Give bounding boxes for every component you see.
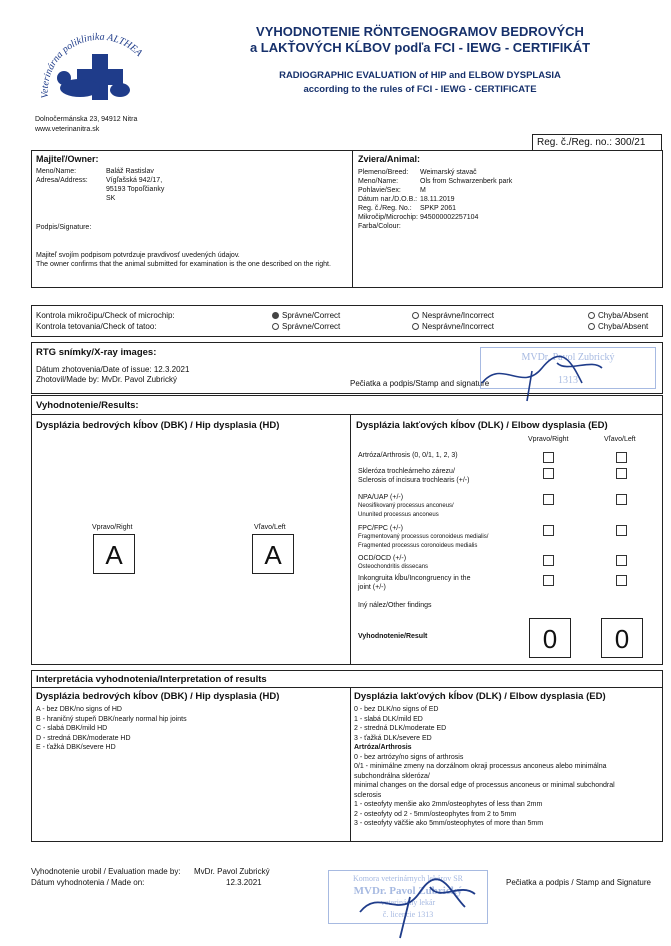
animal-heading: Zviera/Animal: — [358, 154, 421, 164]
interp-hd-title: Dysplázia bedrových kĺbov (DBK) / Hip dysplasia (HD) — [36, 691, 280, 702]
ed-grade-item: 1 - slabá DLK/mild ED — [354, 715, 423, 723]
ed-left-grade: 0 — [601, 618, 643, 658]
ed-row-sub: joint (+/-) — [358, 584, 386, 591]
arthrosis-item: 0 - bez artrózy/no signs of arthrosis — [354, 753, 464, 761]
interp-heading: Interpretácia vyhodnotenia/Interpretation of results — [36, 674, 267, 685]
checks-section — [31, 305, 663, 337]
ed-left-col: Vľavo/Left — [604, 436, 636, 443]
sex-value: M — [420, 187, 426, 194]
tattoo-absent-radio[interactable] — [588, 322, 648, 331]
hd-grade-item: C - slabá DBK/mild HD — [36, 725, 108, 732]
microchip-correct-radio[interactable] — [272, 311, 340, 320]
stamp-line-1: Komora veterinárnych lekárov SR — [353, 874, 463, 883]
xray-made-label: Zhotovil/Made by: — [36, 375, 100, 384]
xray-made-by: MvDr. Pavol Zubrický — [101, 375, 177, 384]
ed-title: Dysplázia lakťových kĺbov (DLK) / Elbow dysplasia (ED) — [356, 420, 608, 431]
radio-label: Správne/Correct — [282, 322, 341, 331]
ed-right-grade: 0 — [529, 618, 571, 658]
hd-right-grade: A — [93, 534, 135, 574]
dob-value: 18.11.2019 — [420, 196, 455, 203]
footer-eval — [31, 866, 270, 888]
ed-left-checkbox[interactable] — [616, 452, 627, 463]
eval-date-label: Dátum vyhodnotenia / Made on: — [31, 878, 145, 887]
hd-grade-list — [36, 705, 187, 753]
ed-row-sub: Osteochondritis dissecans — [358, 564, 429, 570]
result-label: Vyhodnotenie/Result — [358, 633, 428, 640]
stamp-line-4: č. licencie 1313 — [382, 910, 434, 919]
reg-value: 300/21 — [614, 137, 646, 148]
owner-address-1: Vígľašská 942/17, — [106, 177, 163, 184]
colour-label: Farba/Colour: — [358, 223, 401, 230]
hd-left-grade: A — [252, 534, 294, 574]
ed-row-main: OCD/OCD (+/-) — [358, 555, 407, 562]
clinic-logo — [30, 16, 160, 112]
xray-heading: RTG snímky/X-ray images: — [36, 347, 157, 358]
microchip-absent-radio[interactable] — [588, 311, 648, 320]
reg-label: Reg. č./Reg. no.: — [537, 137, 613, 148]
animal-name-value: Ols from Schwarzenberk park — [420, 178, 513, 185]
results-section — [31, 395, 663, 665]
ed-row-sub: Fragmented processus coronoideus medialis — [358, 543, 478, 549]
divider — [32, 414, 662, 415]
animal-reg-label: Reg. č./Reg. No.: — [358, 205, 412, 212]
radio-label: Nesprávne/Incorrect — [422, 311, 495, 320]
xray-date: 12.3.2021 — [153, 365, 190, 374]
arthrosis-item: 0/1 - minimálne zmeny na dorzálnom okraji processus anconeus alebo minimálna — [354, 763, 607, 770]
ed-row-sub: Ununited processus anconeus — [358, 512, 439, 518]
owner-address-3: SK — [106, 195, 116, 202]
other-findings: Iný nález/Other findings — [358, 602, 432, 609]
divider — [352, 151, 353, 287]
owner-name-label: Meno/Name: — [36, 168, 77, 175]
stamp-line-2: MVDr. Pavol Zubrický — [353, 885, 463, 897]
tattoo-incorrect-radio[interactable] — [412, 322, 494, 331]
ed-left-checkbox[interactable] — [616, 525, 627, 536]
ed-left-checkbox[interactable] — [616, 555, 627, 566]
ed-row — [358, 524, 528, 551]
sex-label: Pohlavie/Sex: — [358, 187, 401, 194]
arthrosis-item: 1 - osteofyty menšie ako 2mm/osteophytes of less than 2mm — [354, 801, 543, 808]
ed-row-main: FPC/FPC (+/-) — [358, 525, 403, 532]
radio-label: Správne/Correct — [282, 311, 341, 320]
arthrosis-item: 2 - osteofyty od 2 - 5mm/osteophytes from 2 to 5mm — [354, 810, 517, 818]
hd-left-label: Vľavo/Left — [254, 524, 286, 531]
ed-right-checkbox[interactable] — [543, 525, 554, 536]
ed-right-col: Vpravo/Right — [528, 436, 569, 443]
breed-value: Weimarský stavač — [420, 169, 477, 176]
ed-row-main: NPA/UAP (+/-) — [358, 494, 404, 501]
title-en-1: RADIOGRAPHIC EVALUATION of HIP and ELBOW DYSPLASIA — [279, 70, 561, 81]
ed-grade-item: 2 - stredná DLK/moderate ED — [354, 725, 447, 732]
clinic-address: Dolnočermánska 23, 94912 Nitra — [35, 116, 138, 123]
ed-row-sub: Sclerosis of incisura trochlearis (+/-) — [358, 477, 470, 484]
divider — [32, 687, 662, 688]
tattoo-correct-radio[interactable] — [272, 322, 340, 331]
divider — [350, 414, 351, 664]
footer-signature-scribble — [340, 872, 480, 942]
ed-row-main: Inkongruita kĺbu/Incongruency in the — [358, 575, 471, 582]
ed-row-main: Artróza/Arthrosis (0, 0/1, 1, 2, 3) — [358, 452, 458, 459]
xray-stamp-label: Pečiatka a podpis/Stamp and signature — [350, 379, 490, 388]
ed-right-checkbox[interactable] — [543, 452, 554, 463]
hd-grade-item: D - stredná DBK/moderate HD — [36, 734, 131, 742]
ed-right-checkbox[interactable] — [543, 575, 554, 586]
title-sk-2: a LAKŤOVÝCH KĹBOV podľa FCI - IEWG - CERTIFIKÁT — [249, 40, 591, 55]
ed-left-checkbox[interactable] — [616, 468, 627, 479]
interp-ed-title: Dysplázia lakťových kĺbov (DLK) / Elbow dysplasia (ED) — [354, 691, 606, 702]
title-sk-1: VYHODNOTENIE RÖNTGENOGRAMOV BEDROVÝCH — [256, 24, 584, 39]
interpretation-section — [31, 670, 663, 842]
owner-address-2: 95193 Topoľčianky — [106, 186, 165, 193]
clinic-logo-graphic — [30, 16, 160, 112]
arthrosis-item: sclerosis — [354, 791, 382, 799]
ed-left-checkbox[interactable] — [616, 494, 627, 505]
hd-grade-item: E - ťažká DBK/severe HD — [36, 744, 116, 751]
footer-stamp-label: Pečiatka a podpis / Stamp and Signature — [506, 878, 651, 887]
microchip-incorrect-radio[interactable] — [412, 311, 494, 320]
owner-address-label: Adresa/Address: — [36, 177, 88, 184]
animal-reg-value: SPKP 2061 — [420, 205, 457, 212]
ed-row — [358, 451, 528, 460]
arthrosis-item: minimal changes on the dorsal edge of processus anconeus or minimal subchondral — [354, 782, 615, 789]
owner-animal-section — [31, 150, 663, 288]
radio-label: Chyba/Absent — [598, 322, 649, 331]
results-heading: Vyhodnotenie/Results: — [36, 400, 139, 411]
ed-right-checkbox[interactable] — [543, 494, 554, 505]
owner-confirm-en: The owner confirms that the animal submitted for examination is the one described on the right. — [36, 261, 331, 268]
ed-row — [358, 554, 528, 572]
reg-number-box — [532, 134, 662, 151]
divider — [350, 687, 351, 841]
chip-label: Mikročip/Microchip: — [358, 214, 418, 221]
xray-stamp-num: 1313 — [558, 375, 578, 386]
ed-row-sub: Neosifikovaný processus anconeus/ — [358, 503, 454, 509]
ed-row — [358, 493, 528, 520]
hd-title: Dysplázia bedrových kĺbov (DBK) / Hip dysplasia (HD) — [36, 420, 280, 431]
arthrosis-item: subchondrálna skleróza/ — [354, 772, 430, 780]
hd-grade-item: A - bez DBK/no signs of HD — [36, 706, 122, 713]
title-en-2: according to the rules of FCI - IEWG - CERTIFICATE — [303, 84, 537, 95]
ed-grade-item: 0 - bez DLK/no signs of ED — [354, 706, 439, 713]
xray-date-label: Dátum zhotovenia/Date of issue: — [36, 365, 152, 374]
eval-label: Vyhodnotenie urobil / Evaluation made by: — [31, 867, 181, 876]
owner-confirm-sk: Majiteľ svojím podpisom potvrdzuje pravdivosť uvedených údajov. — [36, 252, 240, 259]
hd-right-label: Vpravo/Right — [92, 524, 133, 531]
ed-row-sub: Fragmentovaný processus coronoideus medialis/ — [358, 534, 489, 540]
owner-name: Baláž Rastislav — [106, 168, 154, 175]
logo-arc-text: Veterinárna poliklinika ALTHEA — [39, 31, 145, 99]
ed-right-checkbox[interactable] — [543, 555, 554, 566]
ed-left-checkbox[interactable] — [616, 575, 627, 586]
clinic-web: www.veterinanitra.sk — [35, 126, 100, 133]
hd-grade-item: B - hraničný stupeň DBK/nearly normal hip joints — [36, 715, 187, 723]
breed-label: Plemeno/Breed: — [358, 169, 409, 176]
check-microchip-label: Kontrola mikročipu/Check of microchip: — [36, 311, 175, 320]
stamp-line-3: veterinárny lekár — [380, 898, 436, 907]
animal-name-label: Meno/Name: — [358, 178, 399, 185]
owner-signature-label: Podpis/Signature: — [36, 224, 92, 231]
xray-section — [31, 342, 663, 394]
xray-stamp-name: MVDr. Pavol Zubrický — [521, 352, 615, 363]
arthrosis-title: Artróza/Arthrosis — [354, 744, 412, 751]
dob-label: Dátum nar./D.O.B.: — [358, 196, 418, 203]
eval-date: 12.3.2021 — [226, 878, 262, 887]
eval-by: MvDr. Pavol Zubrický — [194, 867, 270, 876]
chip-value: 945000002257104 — [420, 214, 479, 221]
ed-row — [358, 574, 528, 592]
ed-grade-item: 3 - ťažká DLK/severe ED — [354, 734, 432, 742]
arthrosis-item: 3 - osteofyty väčšie ako 5mm/osteophytes of more than 5mm — [354, 820, 544, 827]
radio-label: Nesprávne/Incorrect — [422, 322, 495, 331]
ed-row-main: Skleróza trochleárneho zárezu/ — [358, 468, 455, 475]
owner-heading: Majiteľ/Owner: — [36, 154, 99, 164]
radio-label: Chyba/Absent — [598, 311, 649, 320]
ed-row — [358, 467, 528, 485]
check-tattoo-label: Kontrola tetovania/Check of tatoo: — [36, 322, 157, 331]
ed-right-checkbox[interactable] — [543, 468, 554, 479]
ed-grade-list — [354, 705, 654, 829]
